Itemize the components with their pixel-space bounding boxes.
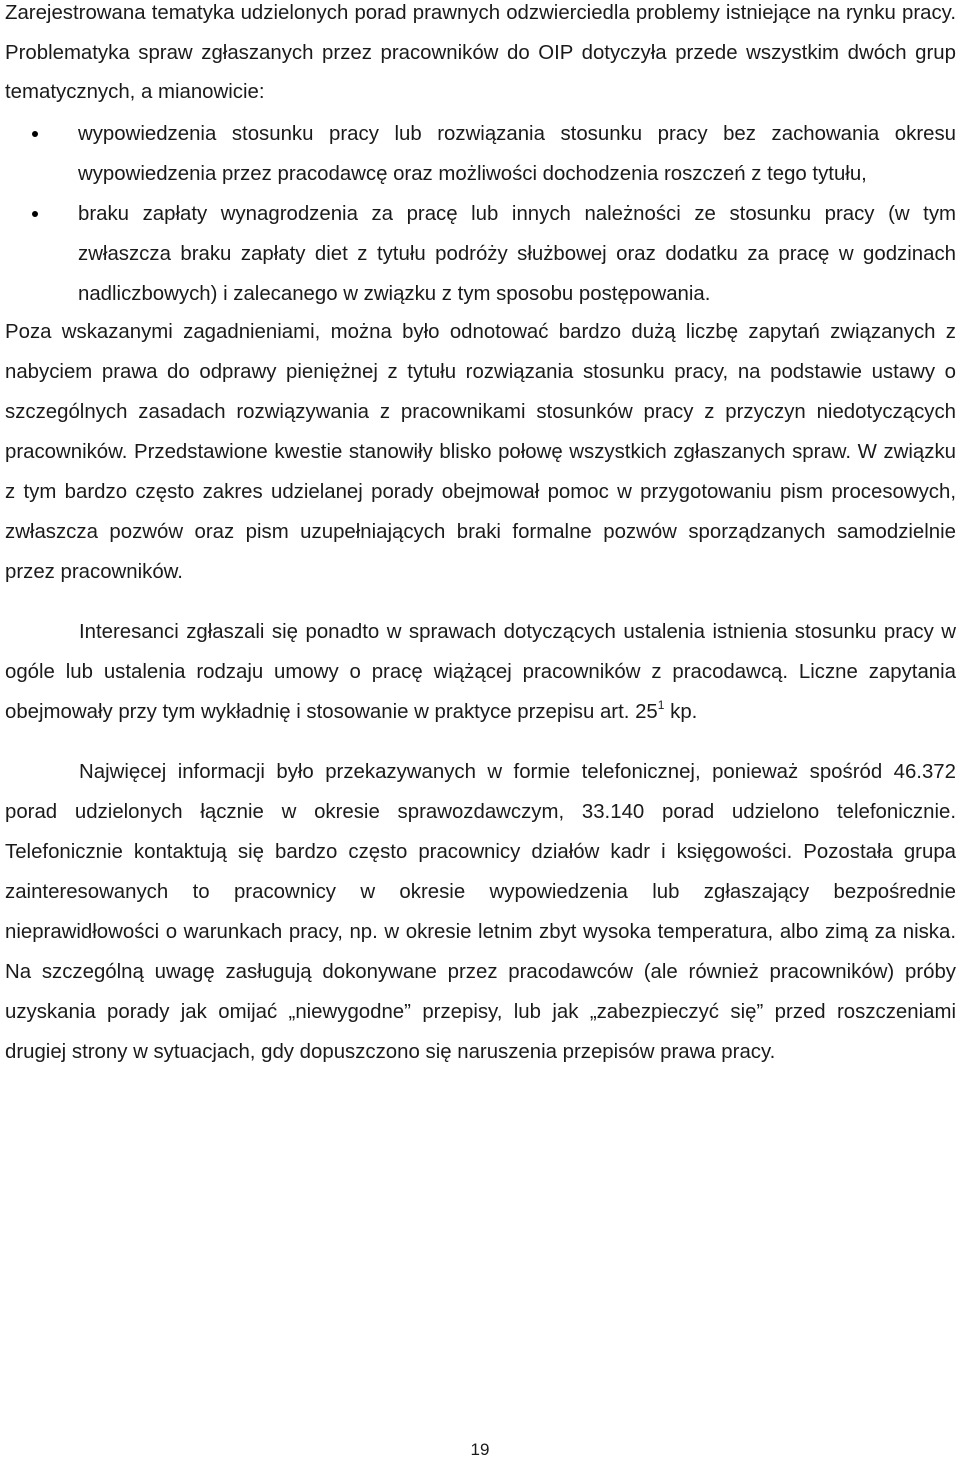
paragraph-text: Interesanci zgłaszali się ponadto w sprawach dotyczących ustalenia istnienia stosunku pracy w ogóle lub ustalenia rodzaju umowy o pracę wiążącej pracowników z pracodawcą. Liczne zapytania obejmowały przy tym wykładnię i stosowanie w praktyce przepisu art. 25 — [5, 620, 956, 723]
list-item-text: braku zapłaty wynagrodzenia za pracę lub innych należności ze stosunku pracy (w tym zwłaszcza braku zapłaty diet z tytułu podróży służbowej oraz dodatku za pracę w godzinach nadliczbowych) i zalecanego w związku z tym sposobu postępowania. — [78, 202, 956, 305]
paragraph-severance: Poza wskazanymi zagadnieniami, można było odnotować bardzo dużą liczbę zapytań związanych z nabyciem prawa do odprawy pieniężnej z tytułu rozwiązania stosunku pracy, na podstawie ustawy o szczególnych zasadach rozwiązywania z pracownikami stosunków pracy z przyczyn niedotyczących pracowników. Przedstawione kwestie stanowiły blisko połowę wszystkich zgłaszanych spraw. W związku z tym bardzo często zakres udzielanej porady obejmował pomoc w przygotowaniu pism procesowych, zwłaszcza pozwów oraz pism uzupełniających braki formalne pozwów sporządzanych samodzielnie przez pracowników. — [5, 320, 956, 583]
page-number: 19 — [470, 1440, 490, 1459]
document-page — [5, 0, 956, 1072]
topic-list — [5, 114, 956, 314]
paragraph-text-tail: kp. — [664, 700, 698, 723]
intro-paragraph: Zarejestrowana tematyka udzielonych porad prawnych odzwierciedla problemy istniejące na rynku pracy. Problematyka spraw zgłaszanych przez pracowników do OIP dotyczyła przede wszystkim dwóch grup tematycznych, a mianowicie: — [5, 2, 956, 103]
paragraph-telephone: Najwięcej informacji było przekazywanych w formie telefonicznej, ponieważ spośród 46.372 porad udzielonych łącznie w okresie sprawozdawczym, 33.140 porad udzielono telefonicznie. Telefonicznie kontaktują się bardzo często pracownicy działów kadr i księgowości. Pozostała grupa zainteresowanych to pracownicy w okresie wypowiedzenia lub zgłaszający bezpośrednie nieprawidłowości o warunkach pracy, np. w okresie letnim zbyt wysoka temperatura, albo zimą za niska. Na szczególną uwagę zasługują dokonywane przez pracodawców (ale również pracowników) próby uzyskania porady jak omijać „niewygodne” przepisy, lub jak „zabezpieczyć się” przed roszczeniami drugiej strony w sytuacjach, gdy dopuszczono się naruszenia przepisów prawa pracy. — [5, 760, 956, 1063]
bullet-icon — [32, 211, 38, 217]
bullet-icon — [32, 131, 38, 137]
paragraph-interesanci — [5, 612, 956, 732]
superscript: 1 — [657, 697, 665, 712]
list-item — [5, 194, 956, 314]
list-item — [5, 114, 956, 194]
list-item-text: wypowiedzenia stosunku pracy lub rozwiązania stosunku pracy bez zachowania okresu wypowiedzenia przez pracodawcę oraz możliwości dochodzenia roszczeń z tego tytułu, — [78, 122, 956, 185]
